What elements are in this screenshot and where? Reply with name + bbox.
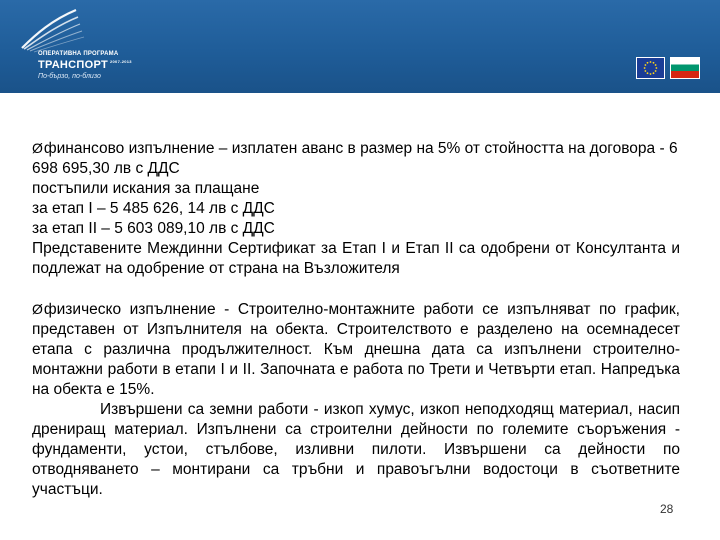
operational-programme-transport-logo xyxy=(14,4,132,86)
bulgaria-flag-icon xyxy=(670,57,700,79)
bullet-financial-line2: постъпили искания за плащане xyxy=(32,180,260,197)
page-number: 28 xyxy=(660,502,674,516)
logo-programme-label: ОПЕРАТИВНА ПРОГРАМА xyxy=(38,51,119,57)
bullet-financial-line5: Представените Междинни Сертификат за Етап I и Етап II са одобрени от Консултанта и подлежат на одобрение от страна на Възложителя xyxy=(32,240,680,277)
bullet-financial-line4: за етап II – 5 603 089,10 лв с ДДС xyxy=(32,220,275,237)
swoosh-logo-icon xyxy=(14,4,114,54)
logo-transport-label: ТРАНСПОРТ $^{2007-2013}$ xyxy=(38,59,132,71)
flags xyxy=(636,57,702,79)
bullet-financial-line3: за етап I – 5 485 626, 14 лв с ДДС xyxy=(32,200,275,217)
header-band xyxy=(0,0,720,93)
bullet-physical-para2: Извършени са земни работи - изкоп хумус, изкоп неподходящ материал, насип дрениращ материал. Изпълнени са строителни дейности по големите съоръжения - фундаменти, устои, стълбове, изливни пилоти. Извършени са дейности по отводняването – монтирани са тръбни и правоъгълни водостоци в съответните участъци. xyxy=(32,401,680,498)
slide-content xyxy=(32,138,680,500)
bullet-financial-line1: Øфинансово изпълнение – изплатен аванс в размер на 5% от стойността на договора - 6 698 695,30 лв с ДДС xyxy=(32,140,678,177)
arrow-bullet-icon: Ø xyxy=(32,140,43,156)
eu-flag-icon xyxy=(636,57,665,79)
arrow-bullet-icon: Ø xyxy=(32,301,43,317)
logo-slogan: По-бързо, по-близо xyxy=(38,73,101,80)
bullet-physical-para1: Øфизическо изпълнение - Строително-монтажните работи се изпълняват по график, представен от Изпълнителя на обекта. Строителството е разделено на осемнадесет етапа с различна продължителност. Към днешна дата са изпълнени строително-монтажни работи в етапи I и II. Започната е работа по Трети и Четвърти етап. Напредъка на обекта е 15%. xyxy=(32,301,680,398)
